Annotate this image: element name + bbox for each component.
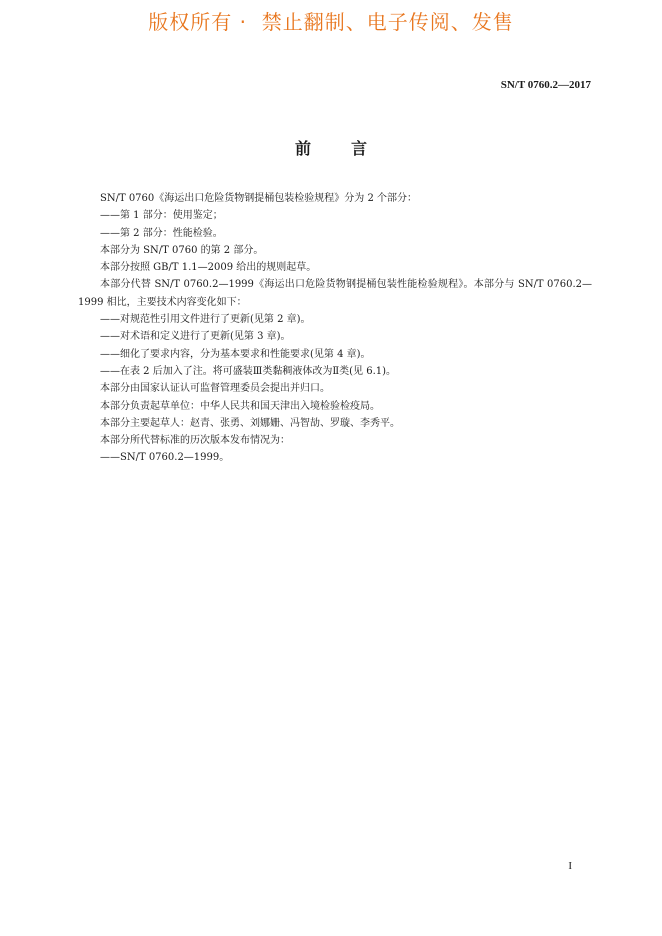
paragraph-drafting-rules: 本部分按照 GB/T 1.1—2009 给出的规则起草。 [100,262,317,274]
paragraph-proposer: 本部分由国家认证认可监督管理委员会提出并归口。 [100,383,330,395]
list-item-part-2: ——第 2 部分：性能检验。 [100,227,223,239]
copyright-watermark: 版权所有 · 禁止翻制、电子传阅、发售 [148,10,514,34]
standard-code: SN/T 0760.2—2017 [500,79,591,91]
list-item-change-table-note: ——在表 2 后加入了注。将可盛装Ⅲ类黏稠液体改为Ⅱ类(见 6.1)。 [100,365,397,377]
list-item-change-requirements: ——细化了要求内容，分为基本要求和性能要求(见第 4 章)。 [100,348,371,360]
list-item-previous-edition: ——SN/T 0760.2—1999。 [100,452,230,464]
list-item-change-references: ——对规范性引用文件进行了更新(见第 2 章)。 [100,314,311,326]
paragraph-parts-intro: SN/T 0760《海运出口危险货物钢提桶包装检验规程》分为 2 个部分： [100,193,417,204]
page-title: 前言 [294,139,407,158]
paragraph-this-part: 本部分为 SN/T 0760 的第 2 部分。 [100,244,264,256]
paragraph-drafting-unit: 本部分负责起草单位：中华人民共和国天津出入境检验检疫局。 [100,400,380,412]
paragraph-previous-editions: 本部分所代替标准的历次版本发布情况为： [100,435,290,447]
page-number: I [568,860,572,872]
paragraph-drafters: 本部分主要起草人：赵青、张勇、刘娜姗、冯智劼、罗璇、李秀平。 [100,417,400,429]
paragraph-replaces: 本部分代替 SN/T 0760.2—1999《海运出口危险货物钢提桶包装性能检验规程》。本部分与 SN/T 0760.2—1999 相比，主要技术内容变化如下： [78,279,592,308]
list-item-change-terms: ——对术语和定义进行了更新(见第 3 章)。 [100,331,291,343]
foreword-body [78,190,592,467]
list-item-part-1: ——第 1 部分：使用鉴定； [100,210,223,222]
